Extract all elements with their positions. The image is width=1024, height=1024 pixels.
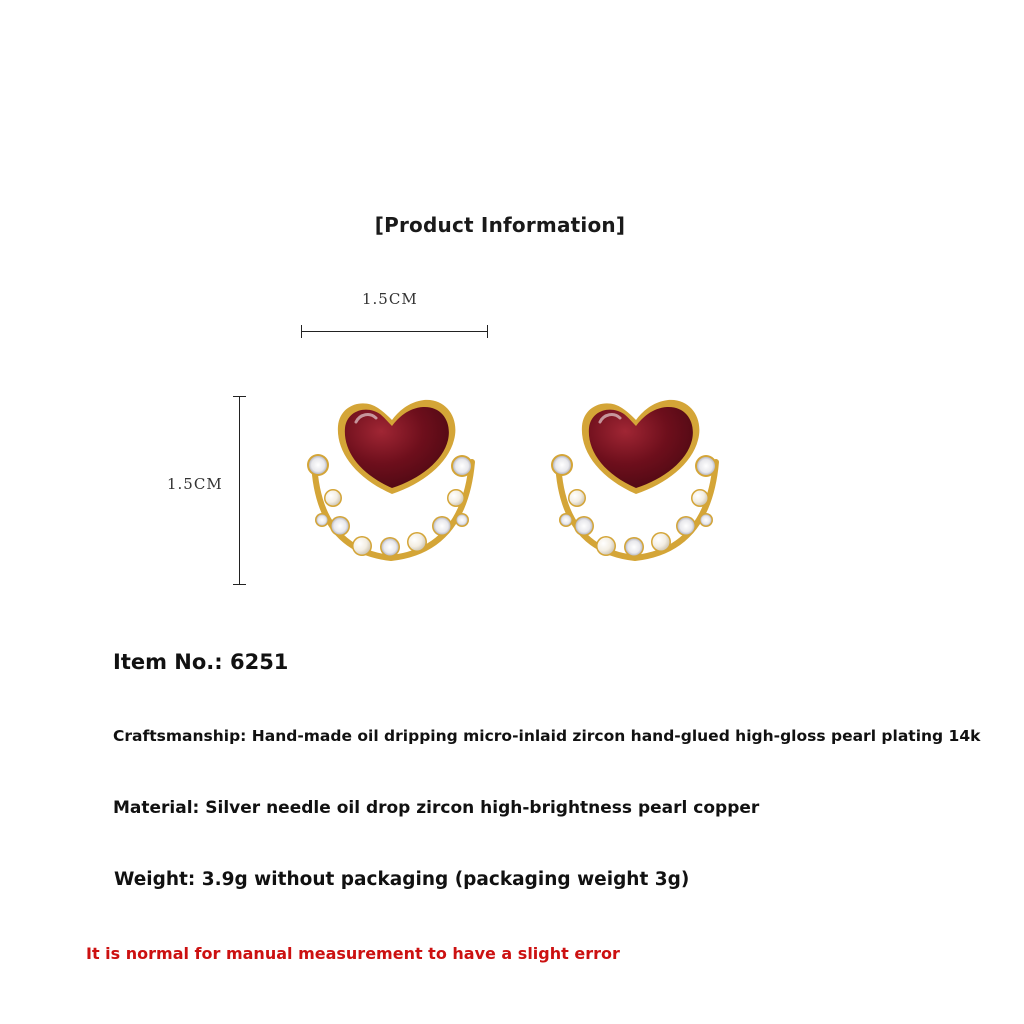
material-text: Material: Silver needle oil drop zircon high-brightness pearl copper	[113, 798, 760, 818]
height-dimension-cap-bottom	[233, 584, 246, 585]
page-title: [Product Information]	[374, 213, 626, 237]
measurement-note: It is normal for manual measurement to have a slight error	[86, 944, 620, 963]
item-number: Item No.: 6251	[113, 650, 289, 674]
width-dimension-line	[301, 331, 488, 332]
earring-image-left	[296, 390, 486, 570]
width-dimension-label: 1.5CM	[362, 290, 418, 308]
earring-image-right	[540, 390, 730, 570]
width-dimension-cap-right	[487, 325, 488, 338]
craftsmanship-text: Craftsmanship: Hand-made oil dripping micro-inlaid zircon hand-glued high-gloss pearl plating 14k	[113, 727, 981, 745]
width-dimension-cap-left	[301, 325, 302, 338]
weight-text: Weight: 3.9g without packaging (packaging weight 3g)	[114, 869, 690, 890]
height-dimension-line	[239, 396, 240, 585]
height-dimension-cap-top	[233, 396, 246, 397]
height-dimension-label: 1.5CM	[167, 475, 223, 493]
